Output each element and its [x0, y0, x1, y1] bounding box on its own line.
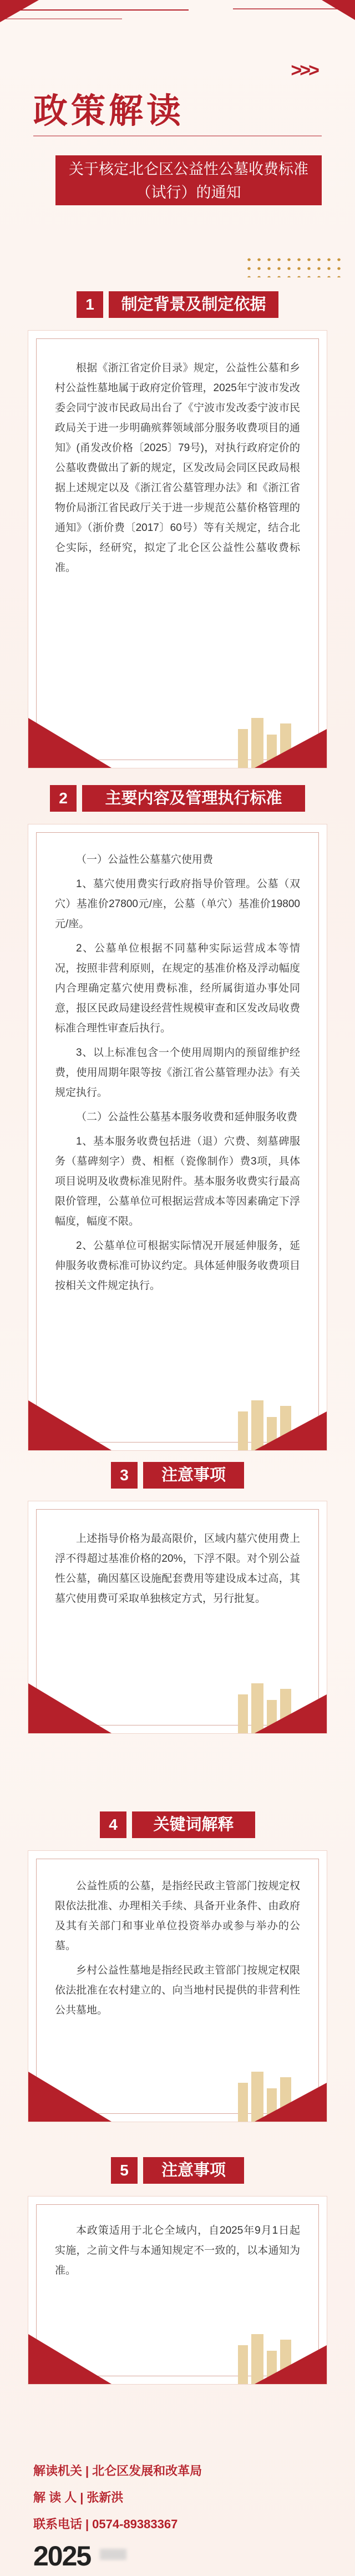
paragraph: 2、公墓单位可根据实际情况开展延伸服务，延伸服务收费标准可协议约定。具体延伸服务收费项目按相关文件规定执行。 [55, 1240, 300, 1292]
building-decoration [221, 707, 327, 768]
section-number: 2 [50, 785, 77, 812]
section-1-content [55, 358, 300, 583]
paragraph: 根据《浙江省定价目录》规定，公益性公墓和乡村公益性墓地属于政府定价管理，2025年宁波市发改委会同宁波市民政局出台了《宁波市发改委宁波市民政局关于进一步明确殡葬领域部分服务收费项目的通知》(甬发改价格〔2025〕79号)，对执行政府定价的公墓收费做出了新的规定，区发改局会同区民政局根据上述规定以及《浙江省公墓管理办法》和《浙江省物价局浙江省民政厅关于进一步规范公墓价格管理的通知》（浙价费〔2017〕60号）等有关规定，结合北仑实际，经研究，拟定了北仑区公益性公墓收费标准。 [55, 362, 300, 574]
phone-value: 0574-89383367 [92, 2517, 178, 2531]
footer-org-row: 解读机关 | 北仑区发展和改革局 [33, 2464, 202, 2478]
building-decoration [28, 2323, 134, 2384]
building-decoration [221, 1672, 327, 1733]
section-title: 注意事项 [143, 1462, 244, 1489]
section-5-header [28, 2157, 327, 2187]
building-decoration [221, 2323, 327, 2384]
section-number: 1 [77, 291, 103, 318]
section-number: 4 [100, 1811, 126, 1838]
footer-person-row: 解 读 人 | 张新洪 [33, 2491, 124, 2504]
section-title: 主要内容及管理执行标准 [82, 785, 305, 812]
section-5-card [28, 2196, 327, 2385]
building-decoration [28, 2061, 134, 2122]
section-2-card [28, 824, 327, 1451]
building-decoration [221, 2061, 327, 2122]
subtitle-line-1: 关于核定北仑区公益性公墓收费标准 [69, 161, 308, 178]
paragraph: 本政策适用于北仑全域内，自2025年9月1日起实施，之前文件与本通知规定不一致的，以本通知为准。 [55, 2225, 300, 2276]
subtitle-box [55, 155, 322, 205]
phone-label: 联系电话 [33, 2517, 83, 2531]
watermark-blur [100, 2549, 126, 2560]
section-title: 制定背景及制定依据 [109, 291, 278, 318]
paragraph: 1、基本服务收费包括进（退）穴费、刻墓碑服务（墓碑刻字）费、相框（瓷像制作）费3项，具体项目说明及收费标准见附件。基本服务收费实行最高限价管理，公墓单位可根据运营成本等因素确定下浮幅度，幅度不限。 [55, 1136, 300, 1227]
section-3-content [55, 1529, 300, 1613]
org-label: 解读机关 [33, 2464, 83, 2478]
section-title: 注意事项 [143, 2157, 244, 2184]
section-1-card [28, 330, 327, 768]
section-3-card [28, 1501, 327, 1734]
paragraph: 1、墓穴使用费实行政府指导价管理。公墓（双穴）基准价27800元/座，公墓（单穴）基准价19800元/座。 [55, 878, 300, 930]
section-4-card [28, 1850, 327, 2122]
section-3-header [28, 1462, 327, 1492]
building-decoration [28, 707, 134, 768]
building-decoration [221, 1389, 327, 1450]
paragraph: 2、公墓单位根据不同墓种实际运营成本等情况，按照非营利原则，在规定的基准价格及浮动幅度内合理确定墓穴使用费标准，经所属街道办事处同意，报区民政局建设经营性规模审查和区发改局收费标准合理性审查后执行。 [55, 943, 300, 1034]
header [0, 0, 355, 233]
section-number: 3 [111, 1462, 138, 1489]
title-underline [33, 133, 322, 139]
section-4-header [28, 1811, 327, 1841]
paragraph: （一）公益性公墓墓穴使用费 [76, 854, 214, 866]
paragraph: 公益性质的公墓，是指经民政主管部门按规定权限依法批准、办理相关手续、具备开业条件、由政府及其有关部门和事业单位投资举办或参与举办的公墓。 [55, 1880, 300, 1952]
section-2-header [28, 785, 327, 815]
footer-phone-row: 联系电话 | 0574-89383367 [33, 2517, 178, 2531]
chevron-icon: >>> [291, 60, 317, 81]
corner-decoration [0, 0, 233, 72]
paragraph: 3、以上标准包含一个使用周期内的预留维护经费，使用周期年限等按《浙江省公墓管理办法》有关规定执行。 [55, 1047, 300, 1099]
section-number: 5 [111, 2157, 138, 2184]
paragraph: （二）公益性公墓基本服务收费和延伸服务收费 [76, 1111, 298, 1123]
org-value: 北仑区发展和改革局 [92, 2464, 202, 2478]
paragraph: 乡村公益性墓地是指经民政主管部门按规定权限依法批准在农村建立的、向当地村民提供的非营利性公共墓地。 [55, 1965, 300, 2016]
dot-pattern [244, 255, 344, 277]
person-value: 张新洪 [87, 2491, 124, 2504]
section-title: 关键词解释 [132, 1811, 255, 1838]
building-decoration [28, 1672, 134, 1733]
footer [33, 2458, 322, 2538]
section-1-header [28, 291, 327, 321]
section-5-content [55, 2221, 300, 2285]
subtitle-line-2: （试行）的通知 [136, 184, 241, 201]
corner-decoration-right [211, 0, 355, 33]
building-decoration [28, 1389, 134, 1450]
section-2-content [55, 850, 300, 1300]
section-4-content [55, 1876, 300, 2025]
person-label: 解 读 人 [33, 2491, 77, 2504]
page-title: 政策解读 [33, 93, 185, 130]
year-mark: 2025 [33, 2540, 91, 2572]
paragraph: 上述指导价格为最高限价，区域内墓穴使用费上浮不得超过基准价格的20%，下浮不限。对个别公益性公墓，确因墓区设施配套费用等建设成本过高，其墓穴使用费可采取单独核定方式，另行批复。 [55, 1533, 300, 1605]
